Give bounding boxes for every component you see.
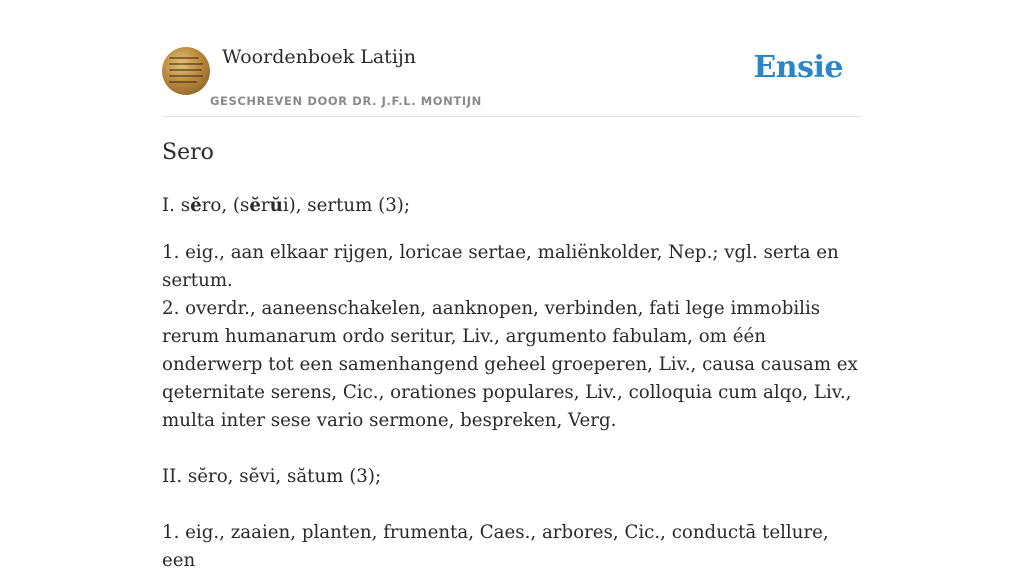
section1-heading-part: I. s [162,195,191,216]
entry-content [162,192,862,575]
section2-heading: II. sĕro, sĕvi, sătum (3); [162,466,382,487]
section2-sense1: 1. eig., zaaien, planten, frumenta, Caes., arbores, Cic., conductā tellure, een [162,522,829,571]
author-byline: GESCHREVEN DOOR DR. J.F.L. MONTIJN [210,94,482,108]
entry-title: Sero [162,140,214,165]
section1-heading-part: ro, (s [201,195,250,216]
dictionary-logo-icon[interactable] [162,47,210,95]
section1-sense1: 1. eig., aan elkaar rijgen, loricae sertae, maliënkolder, Nep.; vgl. serta en sertum. [162,242,839,291]
dictionary-title[interactable]: Woordenboek Latijn [222,46,417,68]
section1-heading-part: i), sertum (3); [282,195,411,216]
section1-sense2: 2. overdr., aaneenschakelen, aanknopen, verbinden, fati lege immobilis rerum humanarum ordo seritur, Liv., argumento fabulam, om één onderwerp tot een samenhangend geheel groeperen, Liv., causa causam ex qeternitate serens, Cic., orationes populares, Liv., colloquia cum alqo, Liv., multa inter sese vario sermone, bespreken, Verg. [162,298,858,431]
section1-heading-bold: ĕ [249,195,261,216]
ensie-logo[interactable]: Ensie [753,50,843,85]
page [162,0,862,571]
paragraph-gap [162,435,862,463]
section1-heading [162,192,862,220]
section1-heading-part: r [260,195,270,216]
section1-heading-bold: ŭ [269,195,283,216]
site-header [162,0,862,117]
section1-heading-bold: ĕ [190,195,202,216]
